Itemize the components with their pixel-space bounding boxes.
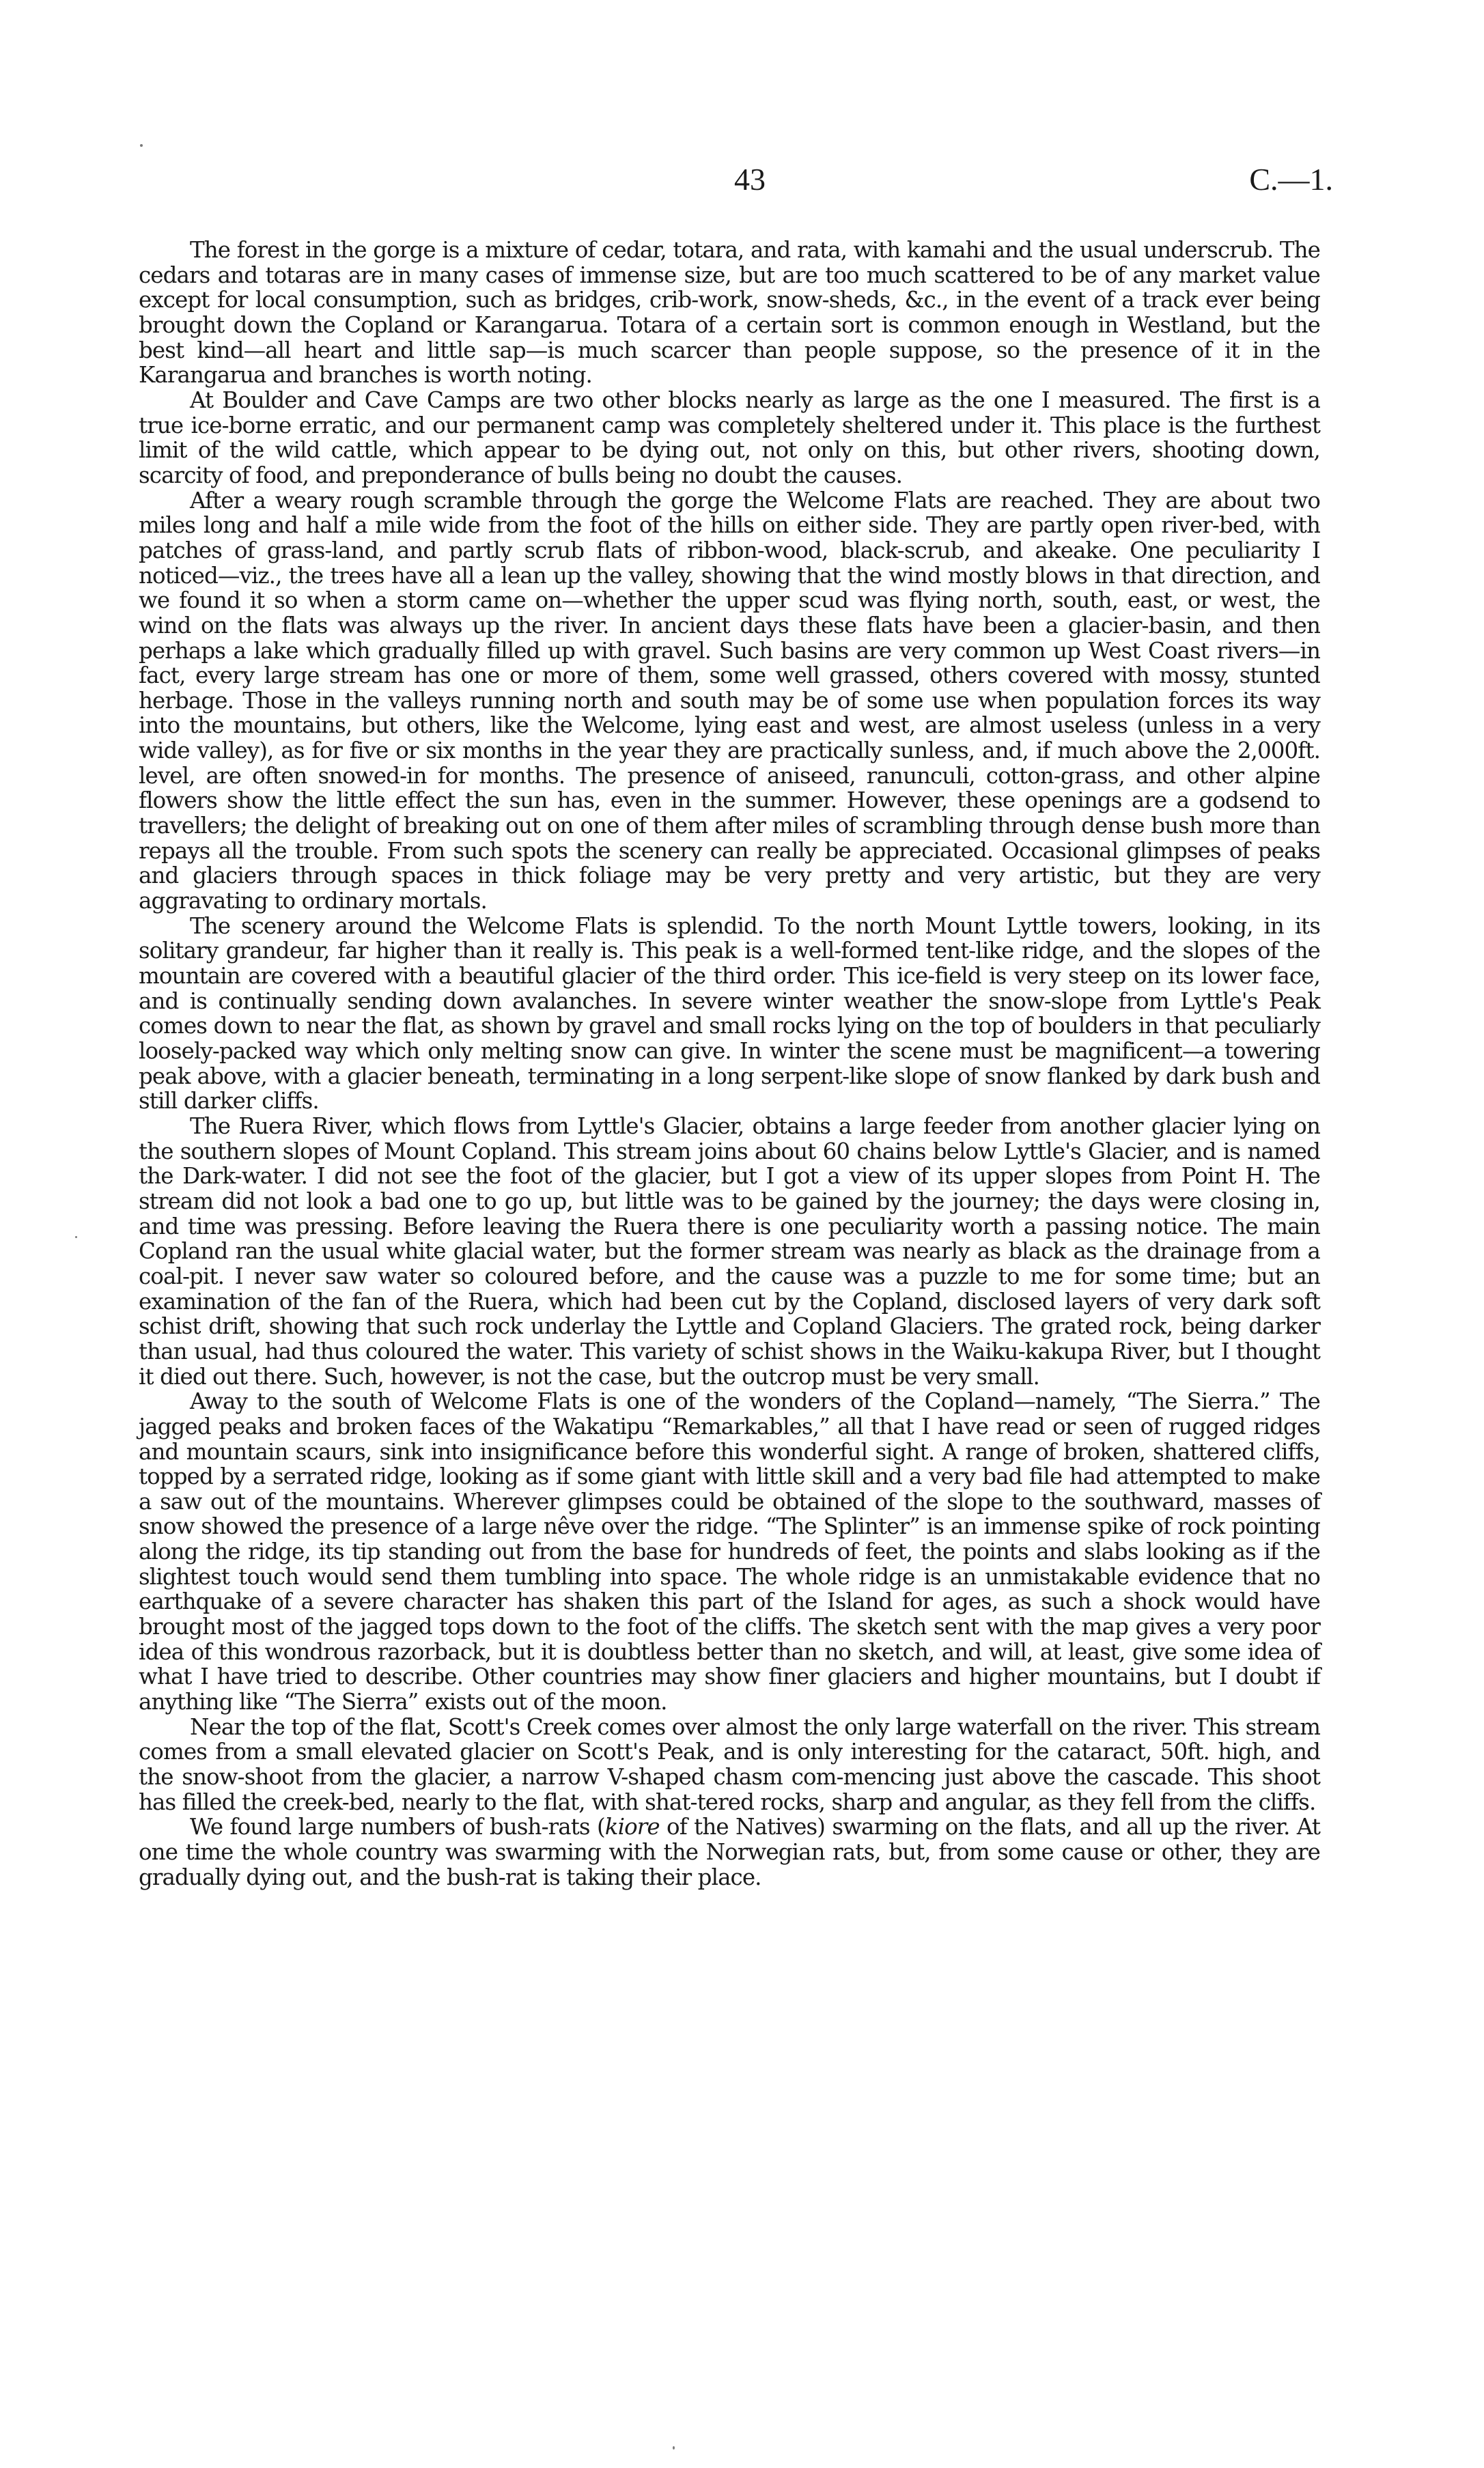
paragraph (139, 1814, 1320, 1890)
paragraph-text: The Ruera River, which flows from Lyttle's Glacier, obtains a large feeder from another glacier lying on the southern slopes of Mount Copland. This stream joins about 60 chains below Lyttle's Glacier, and is named the Dark-water. I did not see the foot of the glacier, but I got a view of its upper slopes from Point H. The stream did not look a bad one to go up, but little was to be gained by the journey; the days were closing in, and time was pressing. Before leaving the Ruera there is one peculiarity worth a passing notice. The main Copland ran the usual white glacial water, but the former stream was nearly as black as the drainage from a coal-pit. I never saw water so coloured before, and the cause was a puzzle to me for some time; but an examination of the fan of the Ruera, which had been cut by the Copland, disclosed layers of very dark soft schist drift, showing that such rock underlay the Lyttle and Copland Glaciers. The grated rock, being darker than usual, had thus coloured the water. This variety of schist shows in the Waiku-kakupa River, but I thought it died out there. Such, however, is not the case, but the outcrop must be very small. (139, 1112, 1320, 1390)
paragraph-text: of the Natives) swarming on the flats, and all up the river. At one time the whole country was swarming with the Norwegian rats, but, from some cause or other, they are gradually dying out, and the bush-rat is taking their place. (139, 1814, 1320, 1890)
paragraph-text: At Boulder and Cave Camps are two other blocks nearly as large as the one I measured. The first is a true ice-borne erratic, and our permanent camp was completely sheltered under it. This place is the furthest limit of the wild cattle, which appear to be dying out, not only on this, but other rivers, shooting down, scarcity of food, and preponderance of bulls being no doubt the causes. (139, 387, 1320, 488)
stray-mark-bottom (673, 2446, 675, 2450)
paragraph (139, 488, 1320, 914)
paragraph-text: Away to the south of Welcome Flats is one of the wonders of the Copland—namely, “The Sierra.” The jagged peaks and broken faces of the Wakatipu “Remarkables,” all that I have read or seen of rugged ridges and mountain scaurs, sink into insignificance before this wonderful sight. A range of broken, shattered cliffs, topped by a serrated ridge, looking as if some giant with little skill and a very bad file had attempted to make a saw out of the mountains. Wherever glimpses could be obtained of the slope to the southward, masses of snow showed the presence of a large nêve over the ridge. “The Splinter” is an immense spike of rock pointing along the ridge, its tip standing out from the base for hundreds of feet, the points and slabs looking as if the slightest touch would send them tumbling into space. The whole ridge is an unmistakable evidence that no earthquake of a severe character has shaken this part of the Island for ages, as such a shock would have brought most of the jagged tops down to the foot of the cliffs. The sketch sent with the map gives a very poor idea of this wondrous razorback, but it is doubtless better than no sketch, and will, at least, give some idea of what I have tried to describe. Other countries may show finer glaciers and higher mountains, but I doubt if anything like “The Sierra” exists out of the moon. (139, 1388, 1320, 1715)
paragraph-text: The forest in the gorge is a mixture of cedar, totara, and rata, with kamahi and the usual underscrub. The cedars and totaras are in many cases of immense size, but are too much scattered to be of any market value except for local consumption, such as bridges, crib-work, snow-sheds, &c., in the event of a track ever being brought down the Copland or Karangarua. Totara of a certain sort is common enough in Westland, but the best kind—all heart and little sap—is much scarcer than people suppose, so the presence of it in the Karangarua and branches is worth noting. (139, 237, 1320, 389)
document-reference: C.—1. (1249, 162, 1333, 197)
paragraph-text: After a weary rough scramble through the gorge the Welcome Flats are reached. They are about two miles long and half a mile wide from the foot of the hills on either side. They are partly open river-bed, with patches of grass-land, and partly scrub flats of ribbon-wood, black-scrub, and akeake. One peculiarity I noticed—viz., the trees have all a lean up the valley, showing that the wind mostly blows in that direction, and we found it so when a storm came on—whether the upper scud was flying north, south, east, or west, the wind on the flats was always up the river. In ancient days these flats have been a glacier-basin, and then perhaps a lake which gradually filled up with gravel. Such basins are very common up West Coast rivers—in fact, every large stream has one or more of them, some well grassed, others covered with mossy, stunted herbage. Those in the valleys running north and south may be of some use when population forces its way into the mountains, but others, like the Welcome, lying east and west, are almost useless (unless in a very wide valley), as for five or six months in the year they are practically sunless, and, if much above the 2,000ft. level, are often snowed-in for months. The presence of aniseed, ranunculi, cotton-grass, and other alpine flowers show the little effect the sun has, even in the summer. However, these openings are a godsend to travellers; the delight of breaking out on one of them after miles of scrambling through dense bush more than repays all the trouble. From such spots the scenery can really be appreciated. Occasional glimpses of peaks and glaciers through spaces in thick foliage may be very pretty and very artistic, but they are very aggravating to ordinary mortals. (139, 487, 1320, 914)
paragraph-text: Near the top of the flat, Scott's Creek comes over almost the only large waterfall on the river. This stream comes from a small elevated glacier on Scott's Peak, and is only interesting for the cataract, 50ft. high, and the snow-shoot from the glacier, a narrow V-shaped chasm com-mencing just above the cascade. This shoot has filled the creek-bed, nearly to the flat, with shat-tered rocks, sharp and angular, as they fell from the cliffs. (139, 1713, 1320, 1815)
paragraph-text: The scenery around the Welcome Flats is splendid. To the north Mount Lyttle towers, looking, in its solitary grandeur, far higher than it really is. This peak is a well-formed tent-like ridge, and the slopes of the mountain are covered with a beautiful glacier of the third order. This ice-field is very steep on its lower face, and is continually sending down avalanches. In severe winter weather the snow-slope from Lyttle's Peak comes down to near the flat, as shown by gravel and small rocks lying on the top of boulders in that peculiarly loosely-packed way which only melting snow can give. In winter the scene must be magnificent—a towering peak above, with a glacier beneath, terminating in a long serpent-like slope of snow flanked by dark bush and still darker cliffs. (139, 912, 1320, 1114)
page-number: 43 (734, 162, 766, 197)
stray-mark-top (140, 144, 143, 147)
paragraph (139, 914, 1320, 1114)
body-text (139, 238, 1320, 1890)
paragraph (139, 388, 1320, 488)
paragraph (139, 1389, 1320, 1715)
italic-term: kiore (604, 1814, 660, 1840)
paragraph (139, 1114, 1320, 1389)
paragraph-text: We found large numbers of bush-rats ( (190, 1814, 605, 1840)
paragraph (139, 238, 1320, 388)
paragraph (139, 1715, 1320, 1815)
stray-mark-margin (75, 1236, 77, 1238)
